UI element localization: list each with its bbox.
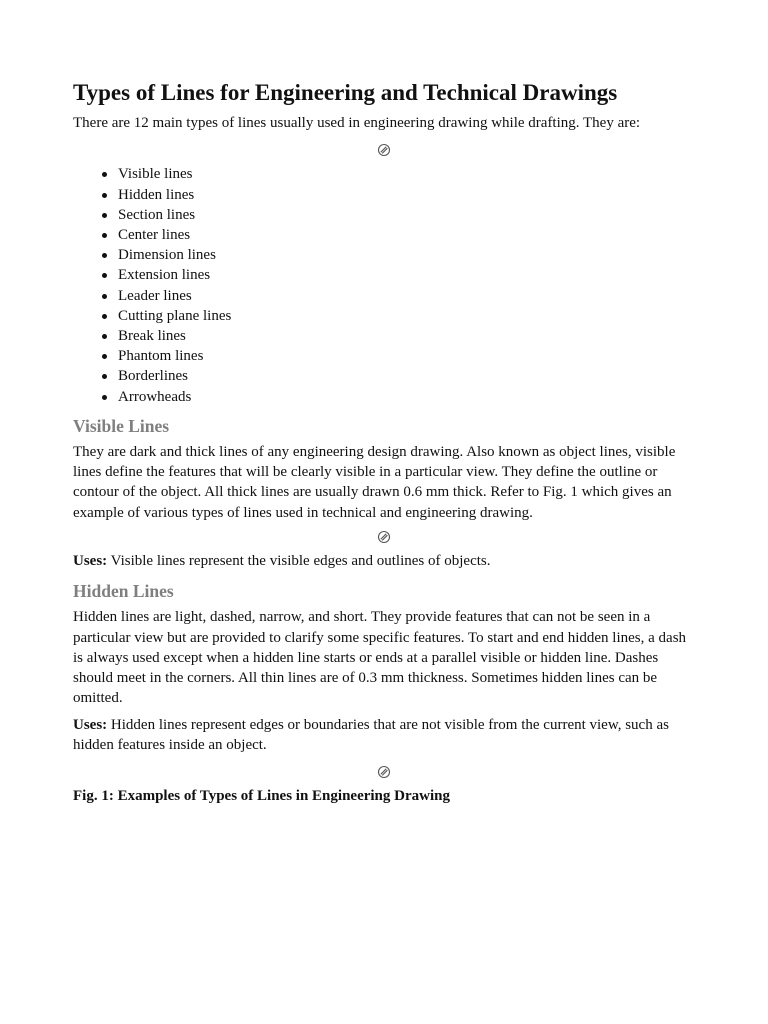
list-item: Leader lines: [118, 286, 695, 306]
list-item: Cutting plane lines: [118, 306, 695, 326]
broken-image-icon: [377, 143, 391, 157]
document-page: [73, 78, 695, 806]
broken-image-icon: [377, 765, 391, 779]
section-heading-visible-lines: Visible Lines: [73, 415, 170, 436]
list-item: Borderlines: [118, 366, 695, 386]
uses-label: Uses:: [73, 552, 108, 569]
page-title: Types of Lines for Engineering and Technical Drawings: [73, 80, 618, 105]
image-placeholder: [73, 764, 695, 780]
list-item: Visible lines: [118, 164, 695, 184]
list-item: Extension lines: [118, 265, 695, 285]
uses-text: Visible lines represent the visible edges and outlines of objects.: [107, 552, 491, 569]
image-placeholder: [73, 142, 695, 158]
list-item: Phantom lines: [118, 346, 695, 366]
uses-label: Uses:: [73, 716, 108, 733]
intro-paragraph: There are 12 main types of lines usually used in engineering drawing while drafting. They are:: [73, 115, 641, 131]
list-item: Section lines: [118, 205, 695, 225]
line-types-list: [73, 164, 695, 406]
section-heading-hidden-lines: Hidden Lines: [73, 581, 174, 602]
list-item: Break lines: [118, 326, 695, 346]
hidden-lines-uses: [73, 715, 695, 756]
list-item: Hidden lines: [118, 185, 695, 205]
visible-lines-uses: [73, 551, 695, 571]
list-item: Center lines: [118, 225, 695, 245]
visible-lines-paragraph: They are dark and thick lines of any engineering design drawing. Also known as object lines, visible lines define the features that will be clearly visible in a particular view. They define the outline or contour of the object. All thick lines are usually drawn 0.6 mm thick. Refer to Fig. 1 which gives an example of various types of lines used in technical and engineering drawing.: [73, 443, 676, 521]
figure-caption: Fig. 1: Examples of Types of Lines in Engineering Drawing: [73, 788, 450, 805]
uses-text: Hidden lines represent edges or boundaries that are not visible from the current view, such as hidden features inside an object.: [73, 716, 669, 753]
list-item: Dimension lines: [118, 245, 695, 265]
list-item: Arrowheads: [118, 387, 695, 407]
broken-image-icon: [377, 530, 391, 544]
image-placeholder: [73, 529, 695, 545]
hidden-lines-paragraph: Hidden lines are light, dashed, narrow, and short. They provide features that can not be seen in a particular view but are provided to clarify some specific features. To start and end hidden lines, a dash is always used except when a hidden line starts or ends at a parallel visible or hidden line. Dashes should meet in the corners. All thin lines are of 0.3 mm thickness. Sometimes hidden lines can be omitted.: [73, 609, 687, 707]
